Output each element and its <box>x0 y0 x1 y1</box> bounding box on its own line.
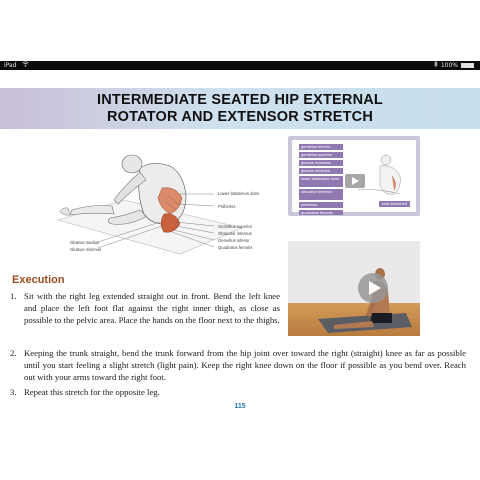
label-quadratus-femoris: Quadratus femoris <box>218 245 253 250</box>
step-text: Sit with the right leg extended straight out in front. Bend the left knee and place the left foot flat against the right inner thigh, as close as possible to the pelvic area. Place the hands on the floor next to the thighs. <box>24 291 280 325</box>
step-number: 3. <box>10 387 17 397</box>
battery-text: 100% <box>440 62 458 69</box>
step-item <box>10 290 280 326</box>
exercise-title-line-1: INTERMEDIATE SEATED HIP EXTERNAL <box>97 92 383 108</box>
step-item <box>10 386 466 398</box>
label-gemellus-inferior: Gemellus inferior <box>218 238 250 243</box>
muscle-label-gluteus-minimus: gluteus minimus <box>299 168 343 174</box>
play-icon[interactable] <box>345 174 365 188</box>
label-lower-latissimus-dorsi: Lower latissimus dorsi <box>218 191 260 196</box>
muscle-label-gluteus-maximus: gluteus maximus <box>299 160 343 166</box>
bluetooth-icon <box>434 61 438 70</box>
step-item <box>10 347 466 383</box>
step-text: Keeping the trunk straight, bend the trunk forward from the hip joint over toward the right (straight) knee as far as possible until you start feeling a slight stretch (light pain). Keep the right knee down on the floor if possible as you bend over. Reach out with your arms toward the right foot. <box>24 348 466 382</box>
muscle-label-lower-latissimus-dorsi: lower latissimus dorsi <box>299 176 343 187</box>
label-obturator-internus: Obturator internus <box>218 231 252 236</box>
anatomy-video-frame <box>292 140 416 215</box>
label-piriformis: Piriformis <box>218 204 236 209</box>
label-gemellus-superior: Gemellus superior <box>218 224 252 229</box>
exercise-video-thumbnail[interactable] <box>288 241 420 336</box>
step-number: 2. <box>10 348 17 358</box>
exercise-title-line-2: ROTATOR AND EXTENSOR STRETCH <box>106 109 374 125</box>
muscle-label-piriformis: piriformis <box>299 202 343 208</box>
step-text: Repeat this stretch for the opposite leg. <box>24 387 160 397</box>
execution-steps-narrow <box>10 290 280 326</box>
muscle-label-quadratus-femoris: quadratus femoris <box>299 210 343 215</box>
play-icon[interactable] <box>358 273 388 303</box>
execution-steps-wide <box>10 347 466 398</box>
label-gluteus-medius: Gluteus medius <box>70 240 100 245</box>
step-number: 1. <box>10 291 17 301</box>
device-name: iPad <box>4 62 17 69</box>
wifi-icon <box>22 62 29 69</box>
muscle-label-obturator-internus: obturator internus <box>299 189 343 200</box>
pose-caption: seat stretched <box>379 201 410 207</box>
muscle-label-gemellus-inferior: gemellus inferior <box>299 144 343 150</box>
execution-heading: Execution <box>12 274 65 286</box>
anatomy-video-thumbnail[interactable] <box>288 136 420 216</box>
status-bar <box>0 61 480 70</box>
muscle-label-gemellus-superior: gemellus superior <box>299 152 343 158</box>
label-gluteus-minimus: Gluteus minimus <box>70 247 102 252</box>
battery-icon <box>461 63 474 68</box>
exercise-title-banner <box>0 88 480 129</box>
page-number: 115 <box>234 403 246 410</box>
